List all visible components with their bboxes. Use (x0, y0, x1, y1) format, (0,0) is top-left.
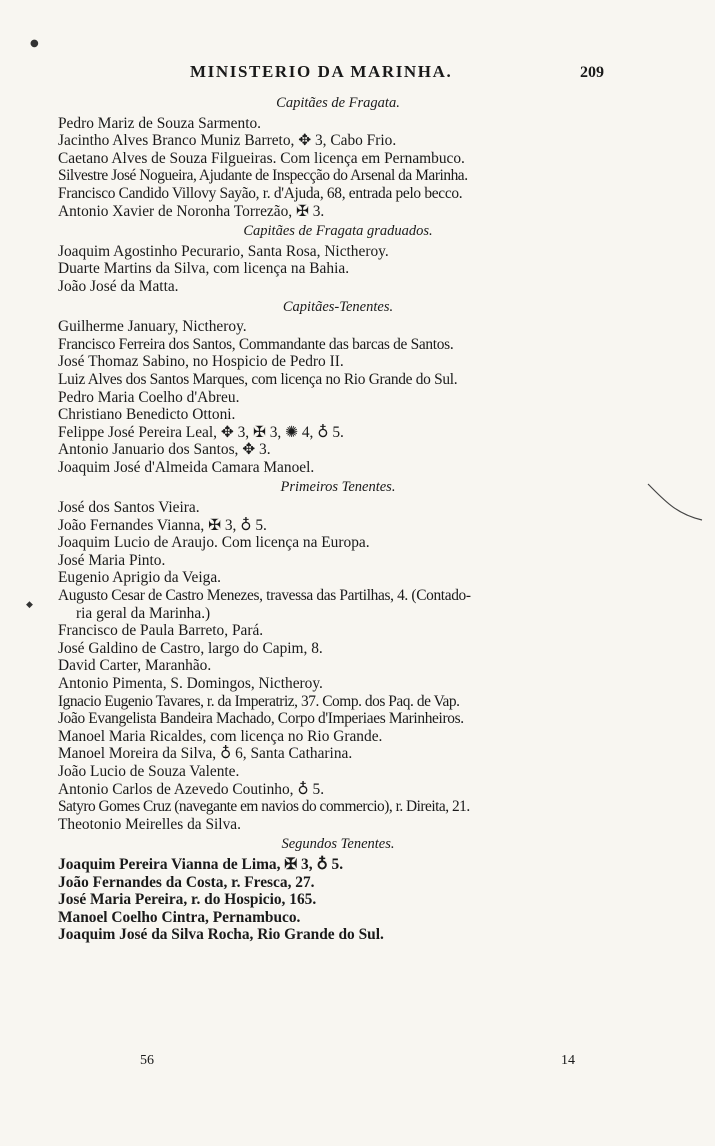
list-item: Antonio Pimenta, S. Domingos, Nictheroy. (58, 675, 323, 692)
signature-mark-left: 56 (140, 1053, 154, 1068)
list-item: Joaquim Agostinho Pecurario, Santa Rosa, Nictheroy. (58, 242, 389, 260)
list-item: José Galdino de Castro, largo do Capim, 8. (58, 639, 323, 657)
section-title-capitaes-de-fragata-graduados: Capitães de Fragata graduados. (243, 223, 433, 240)
running-head: MINISTERIO DA MARINHA. (190, 62, 453, 81)
margin-dot-mark: ● (30, 38, 39, 49)
list-item: Manoel Moreira da Silva, ♁ 6, Santa Catharina. (58, 745, 353, 763)
list-item: João Lucio de Souza Valente. (58, 762, 240, 780)
list-item: Jacintho Alves Branco Muniz Barreto, ✥ 3, Cabo Frio. (58, 132, 397, 150)
list-item: José Thomaz Sabino, no Hospicio de Pedro II. (58, 353, 344, 371)
list-item: Christiano Benedicto Ottoni. (58, 406, 236, 424)
list-item: Francisco de Paula Barreto, Pará. (58, 622, 264, 640)
section-title-capitaes-tenentes: Capitães-Tenentes. (282, 298, 394, 315)
page-header (0, 62, 715, 86)
list-item: Felippe José Pereira Leal, ✥ 3, ✠ 3, ✺ 4, ♁ 5. (58, 423, 344, 441)
list-item: José dos Santos Vieira. (58, 499, 200, 517)
list-item: Silvestre José Nogueira, Ajudante de Inspecção do Arsenal da Marinha. (58, 167, 468, 185)
list-item: Guilherme January, Nictheroy. (58, 318, 247, 336)
list-item: Francisco Candido Villovy Sayão, r. d'Ajuda, 68, entrada pelo becco. (58, 184, 463, 202)
margin-curl-mark (646, 480, 706, 528)
list-item: Manoel Coelho Cintra, Pernambuco. (58, 908, 301, 926)
list-item: João José da Matta. (58, 277, 179, 295)
list-item: Augusto Cesar de Castro Menezes, travessa das Partilhas, 4. (Contado- (58, 587, 471, 605)
page-footer (0, 1053, 715, 1075)
list-item: Ignacio Eugenio Tavares, r. da Imperatriz, 37. Comp. dos Paq. de Vap. (58, 692, 460, 710)
section-title-primeiros-tenentes: Primeiros Tenentes. (280, 479, 396, 496)
list-item: Francisco Ferreira dos Santos, Commandante das barcas de Santos. (58, 335, 454, 353)
list-item: Duarte Martins da Silva, com licença na Bahia. (58, 260, 350, 278)
list-item-continuation: ria geral da Marinha.) (76, 604, 211, 622)
list-item: David Carter, Maranhão. (58, 657, 212, 675)
list-item: Antonio Xavier de Noronha Torrezão, ✠ 3. (58, 202, 325, 220)
roster-content (58, 92, 618, 944)
list-item: Joaquim José d'Almeida Camara Manoel. (58, 458, 315, 476)
list-item: Eugenio Aprigio da Veiga. (58, 569, 221, 587)
segundos-tenentes-list (58, 856, 618, 944)
list-item: Joaquim José da Silva Rocha, Rio Grande do Sul. (58, 926, 384, 944)
section-title-capitaes-de-fragata: Capitães de Fragata. (276, 95, 400, 111)
list-item: Luiz Alves dos Santos Marques, com licença no Rio Grande do Sul. (58, 370, 458, 388)
list-item: Theotonio Meirelles da Silva. (58, 815, 241, 833)
list-item: Manoel Maria Ricaldes, com licença no Rio Grande. (58, 727, 383, 745)
list-item: Pedro Mariz de Souza Sarmento. (58, 114, 262, 132)
list-item: Joaquim Pereira Vianna de Lima, ✠ 3, ♁ 5. (58, 855, 344, 873)
list-item: João Fernandes Vianna, ✠ 3, ♁ 5. (58, 516, 267, 534)
margin-dot-mark: ◆ (26, 600, 33, 610)
list-item: Antonio Carlos de Azevedo Coutinho, ♁ 5. (58, 780, 325, 798)
list-item: José Maria Pereira, r. do Hospicio, 165. (58, 891, 317, 909)
list-item: Antonio Januario dos Santos, ✥ 3. (58, 441, 271, 459)
list-item: Caetano Alves de Souza Filgueiras. Com licença em Pernambuco. (58, 149, 465, 167)
list-item: João Fernandes da Costa, r. Fresca, 27. (58, 873, 315, 891)
page-number: 209 (580, 64, 604, 81)
list-item: Joaquim Lucio de Araujo. Com licença na Europa. (58, 534, 370, 552)
list-item: João Evangelista Bandeira Machado, Corpo d'Imperiaes Marinheiros. (58, 710, 464, 728)
section-title-segundos-tenentes: Segundos Tenentes. (281, 836, 395, 853)
signature-mark-right: 14 (561, 1053, 575, 1068)
list-item: Satyro Gomes Cruz (navegante em navios do commercio), r. Direita, 21. (58, 798, 470, 816)
list-item: José Maria Pinto. (58, 551, 166, 569)
list-item: Pedro Maria Coelho d'Abreu. (58, 388, 240, 406)
